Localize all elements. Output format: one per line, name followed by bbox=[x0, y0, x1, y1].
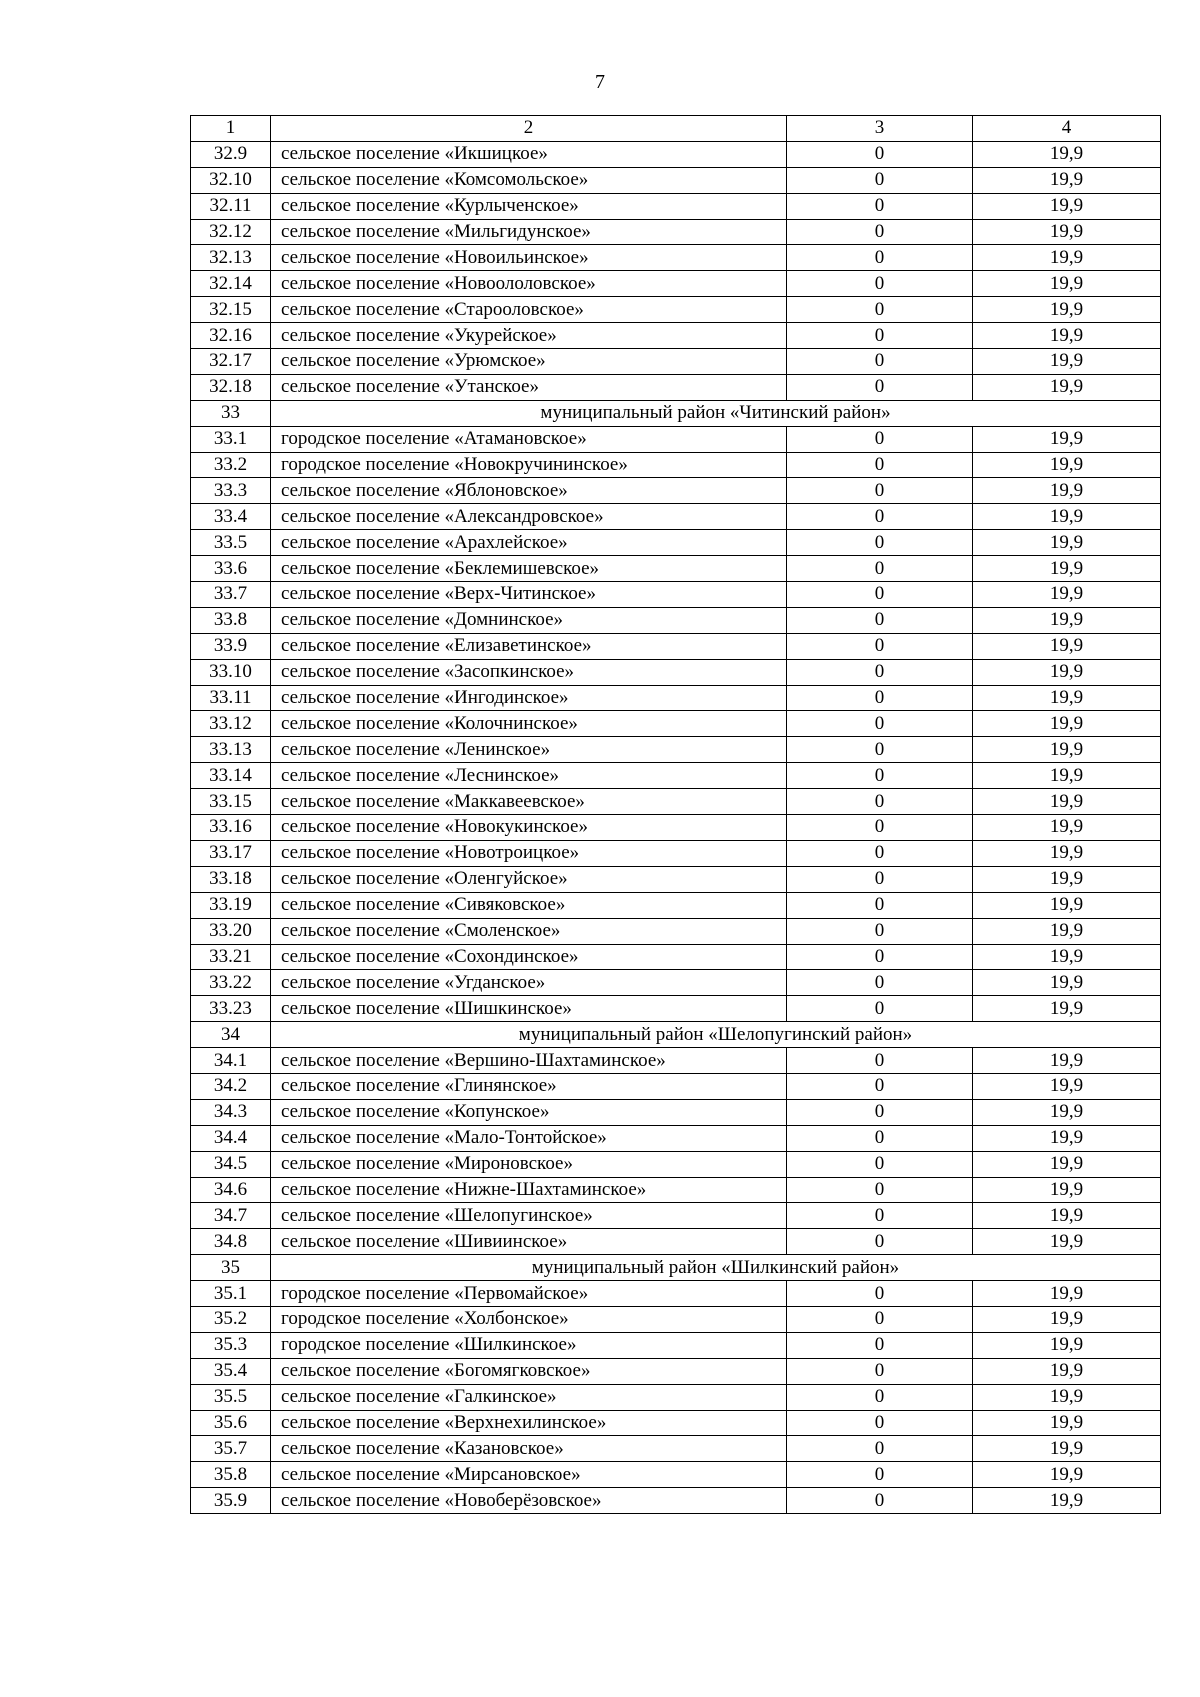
settlement-name-cell: городское поселение «Первомайское» bbox=[271, 1281, 787, 1307]
column3-value-cell: 0 bbox=[787, 271, 973, 297]
column3-value-cell: 0 bbox=[787, 297, 973, 323]
table-row bbox=[191, 1306, 1161, 1332]
settlement-name-cell: сельское поселение «Верх-Читинское» bbox=[271, 582, 787, 608]
column4-value-cell: 19,9 bbox=[973, 452, 1161, 478]
settlements-table bbox=[190, 115, 1161, 1514]
column3-value-cell: 0 bbox=[787, 996, 973, 1022]
row-number-cell: 33.8 bbox=[191, 607, 271, 633]
settlement-name-cell: городское поселение «Атамановское» bbox=[271, 426, 787, 452]
column4-value-cell: 19,9 bbox=[973, 323, 1161, 349]
row-number-cell: 33.23 bbox=[191, 996, 271, 1022]
column4-value-cell: 19,9 bbox=[973, 1358, 1161, 1384]
column3-value-cell: 0 bbox=[787, 1203, 973, 1229]
row-number-cell: 35.7 bbox=[191, 1436, 271, 1462]
column3-value-cell: 0 bbox=[787, 1151, 973, 1177]
settlement-name-cell: сельское поселение «Новоберёзовское» bbox=[271, 1488, 787, 1514]
row-number-cell: 32.17 bbox=[191, 349, 271, 375]
column4-value-cell: 19,9 bbox=[973, 711, 1161, 737]
row-number-cell: 33.4 bbox=[191, 504, 271, 530]
column4-value-cell: 19,9 bbox=[973, 219, 1161, 245]
column4-value-cell: 19,9 bbox=[973, 1177, 1161, 1203]
column4-value-cell: 19,9 bbox=[973, 271, 1161, 297]
table-row bbox=[191, 659, 1161, 685]
column4-value-cell: 19,9 bbox=[973, 141, 1161, 167]
column3-value-cell: 0 bbox=[787, 245, 973, 271]
settlement-name-cell: городское поселение «Новокручининское» bbox=[271, 452, 787, 478]
column3-value-cell: 0 bbox=[787, 167, 973, 193]
row-number-cell: 32.12 bbox=[191, 219, 271, 245]
column3-value-cell: 0 bbox=[787, 970, 973, 996]
row-number-cell: 33.11 bbox=[191, 685, 271, 711]
row-number-cell: 32.18 bbox=[191, 374, 271, 400]
settlement-name-cell: сельское поселение «Мильгидунское» bbox=[271, 219, 787, 245]
row-number-cell: 33.14 bbox=[191, 763, 271, 789]
column4-value-cell: 19,9 bbox=[973, 1073, 1161, 1099]
table-row bbox=[191, 815, 1161, 841]
column3-value-cell: 0 bbox=[787, 452, 973, 478]
column4-value-cell: 19,9 bbox=[973, 1099, 1161, 1125]
table-row bbox=[191, 530, 1161, 556]
settlement-name-cell: сельское поселение «Домнинское» bbox=[271, 607, 787, 633]
column4-value-cell: 19,9 bbox=[973, 582, 1161, 608]
column4-value-cell: 19,9 bbox=[973, 556, 1161, 582]
table-row bbox=[191, 323, 1161, 349]
header-cell-col3: 3 bbox=[787, 116, 973, 142]
column3-value-cell: 0 bbox=[787, 815, 973, 841]
column3-value-cell: 0 bbox=[787, 582, 973, 608]
column3-value-cell: 0 bbox=[787, 1229, 973, 1255]
settlement-name-cell: сельское поселение «Казановское» bbox=[271, 1436, 787, 1462]
row-number-cell: 34.2 bbox=[191, 1073, 271, 1099]
table-row bbox=[191, 970, 1161, 996]
column3-value-cell: 0 bbox=[787, 1099, 973, 1125]
table-row bbox=[191, 271, 1161, 297]
table-row bbox=[191, 840, 1161, 866]
table-row bbox=[191, 1488, 1161, 1514]
page-number: 7 bbox=[595, 71, 605, 93]
row-number-cell: 32.14 bbox=[191, 271, 271, 297]
settlement-name-cell: сельское поселение «Колочнинское» bbox=[271, 711, 787, 737]
settlement-name-cell: сельское поселение «Вершино-Шахтаминское» bbox=[271, 1048, 787, 1074]
row-number-cell: 34.8 bbox=[191, 1229, 271, 1255]
settlement-name-cell: сельское поселение «Елизаветинское» bbox=[271, 633, 787, 659]
settlement-name-cell: сельское поселение «Маккавеевское» bbox=[271, 789, 787, 815]
settlement-name-cell: сельское поселение «Ингодинское» bbox=[271, 685, 787, 711]
column3-value-cell: 0 bbox=[787, 944, 973, 970]
column4-value-cell: 19,9 bbox=[973, 1203, 1161, 1229]
table-row bbox=[191, 1203, 1161, 1229]
settlement-name-cell: сельское поселение «Оленгуйское» bbox=[271, 866, 787, 892]
table-row bbox=[191, 374, 1161, 400]
column3-value-cell: 0 bbox=[787, 323, 973, 349]
district-name-cell: муниципальный район «Читинский район» bbox=[271, 400, 1161, 426]
table-row bbox=[191, 789, 1161, 815]
table-row bbox=[191, 996, 1161, 1022]
row-number-cell: 34.4 bbox=[191, 1125, 271, 1151]
column3-value-cell: 0 bbox=[787, 1073, 973, 1099]
row-number-cell: 34.5 bbox=[191, 1151, 271, 1177]
column4-value-cell: 19,9 bbox=[973, 1125, 1161, 1151]
column3-value-cell: 0 bbox=[787, 1306, 973, 1332]
column4-value-cell: 19,9 bbox=[973, 349, 1161, 375]
row-number-cell: 32.16 bbox=[191, 323, 271, 349]
table-row bbox=[191, 452, 1161, 478]
row-number-cell: 33.18 bbox=[191, 866, 271, 892]
table-row bbox=[191, 711, 1161, 737]
row-number-cell: 33.3 bbox=[191, 478, 271, 504]
column4-value-cell: 19,9 bbox=[973, 892, 1161, 918]
table-row bbox=[191, 1410, 1161, 1436]
column4-value-cell: 19,9 bbox=[973, 840, 1161, 866]
column4-value-cell: 19,9 bbox=[973, 815, 1161, 841]
column3-value-cell: 0 bbox=[787, 711, 973, 737]
table-row bbox=[191, 556, 1161, 582]
settlement-name-cell: сельское поселение «Галкинское» bbox=[271, 1384, 787, 1410]
table-row bbox=[191, 1151, 1161, 1177]
row-number-cell: 35.8 bbox=[191, 1462, 271, 1488]
column4-value-cell: 19,9 bbox=[973, 607, 1161, 633]
row-number-cell: 34.1 bbox=[191, 1048, 271, 1074]
column3-value-cell: 0 bbox=[787, 737, 973, 763]
table-row bbox=[191, 944, 1161, 970]
column4-value-cell: 19,9 bbox=[973, 1462, 1161, 1488]
table-row bbox=[191, 1048, 1161, 1074]
table-row bbox=[191, 1358, 1161, 1384]
column3-value-cell: 0 bbox=[787, 607, 973, 633]
column4-value-cell: 19,9 bbox=[973, 1151, 1161, 1177]
table-row bbox=[191, 737, 1161, 763]
settlement-name-cell: сельское поселение «Укурейское» bbox=[271, 323, 787, 349]
row-number-cell: 32.10 bbox=[191, 167, 271, 193]
settlement-name-cell: сельское поселение «Сохондинское» bbox=[271, 944, 787, 970]
table-row bbox=[191, 633, 1161, 659]
header-cell-col4: 4 bbox=[973, 116, 1161, 142]
table-row bbox=[191, 193, 1161, 219]
column4-value-cell: 19,9 bbox=[973, 1436, 1161, 1462]
column4-value-cell: 19,9 bbox=[973, 167, 1161, 193]
column3-value-cell: 0 bbox=[787, 1177, 973, 1203]
table-row bbox=[191, 1125, 1161, 1151]
row-number-cell: 33.7 bbox=[191, 582, 271, 608]
column3-value-cell: 0 bbox=[787, 141, 973, 167]
district-number-cell: 33 bbox=[191, 400, 271, 426]
column3-value-cell: 0 bbox=[787, 1281, 973, 1307]
settlement-name-cell: сельское поселение «Комсомольское» bbox=[271, 167, 787, 193]
district-row bbox=[191, 1022, 1161, 1048]
row-number-cell: 35.2 bbox=[191, 1306, 271, 1332]
row-number-cell: 32.15 bbox=[191, 297, 271, 323]
column4-value-cell: 19,9 bbox=[973, 297, 1161, 323]
column4-value-cell: 19,9 bbox=[973, 530, 1161, 556]
table-row bbox=[191, 1332, 1161, 1358]
column4-value-cell: 19,9 bbox=[973, 1048, 1161, 1074]
table-row bbox=[191, 763, 1161, 789]
settlement-name-cell: сельское поселение «Мало-Тонтойское» bbox=[271, 1125, 787, 1151]
column3-value-cell: 0 bbox=[787, 1462, 973, 1488]
settlement-name-cell: сельское поселение «Нижне-Шахтаминское» bbox=[271, 1177, 787, 1203]
column4-value-cell: 19,9 bbox=[973, 1332, 1161, 1358]
table-row bbox=[191, 219, 1161, 245]
settlement-name-cell: сельское поселение «Засопкинское» bbox=[271, 659, 787, 685]
column4-value-cell: 19,9 bbox=[973, 1488, 1161, 1514]
header-cell-col1: 1 bbox=[191, 116, 271, 142]
table-row bbox=[191, 1177, 1161, 1203]
settlement-name-cell: сельское поселение «Новокукинское» bbox=[271, 815, 787, 841]
column3-value-cell: 0 bbox=[787, 349, 973, 375]
settlement-name-cell: городское поселение «Холбонское» bbox=[271, 1306, 787, 1332]
table-row bbox=[191, 1281, 1161, 1307]
column4-value-cell: 19,9 bbox=[973, 789, 1161, 815]
district-number-cell: 35 bbox=[191, 1255, 271, 1281]
column3-value-cell: 0 bbox=[787, 892, 973, 918]
settlement-name-cell: сельское поселение «Старооловское» bbox=[271, 297, 787, 323]
row-number-cell: 33.16 bbox=[191, 815, 271, 841]
settlement-name-cell: сельское поселение «Александровское» bbox=[271, 504, 787, 530]
row-number-cell: 33.20 bbox=[191, 918, 271, 944]
column4-value-cell: 19,9 bbox=[973, 478, 1161, 504]
column3-value-cell: 0 bbox=[787, 374, 973, 400]
row-number-cell: 32.9 bbox=[191, 141, 271, 167]
column3-value-cell: 0 bbox=[787, 193, 973, 219]
district-row bbox=[191, 400, 1161, 426]
settlement-name-cell: сельское поселение «Мироновское» bbox=[271, 1151, 787, 1177]
row-number-cell: 33.21 bbox=[191, 944, 271, 970]
column4-value-cell: 19,9 bbox=[973, 426, 1161, 452]
column4-value-cell: 19,9 bbox=[973, 918, 1161, 944]
column3-value-cell: 0 bbox=[787, 478, 973, 504]
column3-value-cell: 0 bbox=[787, 1048, 973, 1074]
column4-value-cell: 19,9 bbox=[973, 659, 1161, 685]
settlement-name-cell: городское поселение «Шилкинское» bbox=[271, 1332, 787, 1358]
settlement-name-cell: сельское поселение «Арахлейское» bbox=[271, 530, 787, 556]
row-number-cell: 35.9 bbox=[191, 1488, 271, 1514]
row-number-cell: 35.1 bbox=[191, 1281, 271, 1307]
column4-value-cell: 19,9 bbox=[973, 193, 1161, 219]
row-number-cell: 32.13 bbox=[191, 245, 271, 271]
settlement-name-cell: сельское поселение «Угданское» bbox=[271, 970, 787, 996]
column4-value-cell: 19,9 bbox=[973, 996, 1161, 1022]
table-row bbox=[191, 1099, 1161, 1125]
row-number-cell: 33.5 bbox=[191, 530, 271, 556]
settlement-name-cell: сельское поселение «Шивиинское» bbox=[271, 1229, 787, 1255]
column3-value-cell: 0 bbox=[787, 1488, 973, 1514]
district-row bbox=[191, 1255, 1161, 1281]
table-row bbox=[191, 607, 1161, 633]
row-number-cell: 33.17 bbox=[191, 840, 271, 866]
row-number-cell: 34.7 bbox=[191, 1203, 271, 1229]
settlement-name-cell: сельское поселение «Новоильинское» bbox=[271, 245, 787, 271]
column3-value-cell: 0 bbox=[787, 685, 973, 711]
column4-value-cell: 19,9 bbox=[973, 374, 1161, 400]
column3-value-cell: 0 bbox=[787, 866, 973, 892]
table-header-row bbox=[191, 116, 1161, 142]
column3-value-cell: 0 bbox=[787, 763, 973, 789]
row-number-cell: 33.1 bbox=[191, 426, 271, 452]
column4-value-cell: 19,9 bbox=[973, 1229, 1161, 1255]
row-number-cell: 33.6 bbox=[191, 556, 271, 582]
row-number-cell: 33.13 bbox=[191, 737, 271, 763]
row-number-cell: 33.19 bbox=[191, 892, 271, 918]
column4-value-cell: 19,9 bbox=[973, 1306, 1161, 1332]
table-row bbox=[191, 504, 1161, 530]
column4-value-cell: 19,9 bbox=[973, 970, 1161, 996]
table-row bbox=[191, 349, 1161, 375]
table-row bbox=[191, 582, 1161, 608]
table-row bbox=[191, 245, 1161, 271]
settlement-name-cell: сельское поселение «Богомягковское» bbox=[271, 1358, 787, 1384]
row-number-cell: 33.22 bbox=[191, 970, 271, 996]
table-row bbox=[191, 866, 1161, 892]
column3-value-cell: 0 bbox=[787, 633, 973, 659]
column3-value-cell: 0 bbox=[787, 219, 973, 245]
settlement-name-cell: сельское поселение «Новотроицкое» bbox=[271, 840, 787, 866]
settlement-name-cell: сельское поселение «Сивяковское» bbox=[271, 892, 787, 918]
row-number-cell: 35.4 bbox=[191, 1358, 271, 1384]
column4-value-cell: 19,9 bbox=[973, 245, 1161, 271]
settlement-name-cell: сельское поселение «Смоленское» bbox=[271, 918, 787, 944]
column3-value-cell: 0 bbox=[787, 918, 973, 944]
table-row bbox=[191, 478, 1161, 504]
settlement-name-cell: сельское поселение «Урюмское» bbox=[271, 349, 787, 375]
settlement-name-cell: сельское поселение «Ленинское» bbox=[271, 737, 787, 763]
table-row bbox=[191, 1462, 1161, 1488]
column3-value-cell: 0 bbox=[787, 1125, 973, 1151]
table-row bbox=[191, 426, 1161, 452]
row-number-cell: 35.5 bbox=[191, 1384, 271, 1410]
settlement-name-cell: сельское поселение «Мирсановское» bbox=[271, 1462, 787, 1488]
settlement-name-cell: сельское поселение «Глинянское» bbox=[271, 1073, 787, 1099]
column3-value-cell: 0 bbox=[787, 1384, 973, 1410]
row-number-cell: 34.6 bbox=[191, 1177, 271, 1203]
header-cell-col2: 2 bbox=[271, 116, 787, 142]
column3-value-cell: 0 bbox=[787, 426, 973, 452]
settlement-name-cell: сельское поселение «Шелопугинское» bbox=[271, 1203, 787, 1229]
table-row bbox=[191, 141, 1161, 167]
table-body bbox=[191, 116, 1161, 1514]
settlement-name-cell: сельское поселение «Леснинское» bbox=[271, 763, 787, 789]
settlement-name-cell: сельское поселение «Шишкинское» bbox=[271, 996, 787, 1022]
column4-value-cell: 19,9 bbox=[973, 763, 1161, 789]
row-number-cell: 33.12 bbox=[191, 711, 271, 737]
table-row bbox=[191, 918, 1161, 944]
column4-value-cell: 19,9 bbox=[973, 685, 1161, 711]
column3-value-cell: 0 bbox=[787, 556, 973, 582]
table-row bbox=[191, 685, 1161, 711]
column3-value-cell: 0 bbox=[787, 789, 973, 815]
district-number-cell: 34 bbox=[191, 1022, 271, 1048]
settlement-name-cell: сельское поселение «Икшицкое» bbox=[271, 141, 787, 167]
column4-value-cell: 19,9 bbox=[973, 1281, 1161, 1307]
column3-value-cell: 0 bbox=[787, 504, 973, 530]
column3-value-cell: 0 bbox=[787, 1358, 973, 1384]
row-number-cell: 33.15 bbox=[191, 789, 271, 815]
column3-value-cell: 0 bbox=[787, 530, 973, 556]
district-name-cell: муниципальный район «Шилкинский район» bbox=[271, 1255, 1161, 1281]
row-number-cell: 35.3 bbox=[191, 1332, 271, 1358]
settlement-name-cell: сельское поселение «Яблоновское» bbox=[271, 478, 787, 504]
column3-value-cell: 0 bbox=[787, 1436, 973, 1462]
row-number-cell: 33.9 bbox=[191, 633, 271, 659]
column4-value-cell: 19,9 bbox=[973, 1410, 1161, 1436]
district-name-cell: муниципальный район «Шелопугинский район» bbox=[271, 1022, 1161, 1048]
table-row bbox=[191, 167, 1161, 193]
table-row bbox=[191, 1229, 1161, 1255]
row-number-cell: 35.6 bbox=[191, 1410, 271, 1436]
settlement-name-cell: сельское поселение «Копунское» bbox=[271, 1099, 787, 1125]
column3-value-cell: 0 bbox=[787, 659, 973, 685]
column4-value-cell: 19,9 bbox=[973, 944, 1161, 970]
row-number-cell: 33.10 bbox=[191, 659, 271, 685]
settlement-name-cell: сельское поселение «Беклемишевское» bbox=[271, 556, 787, 582]
column3-value-cell: 0 bbox=[787, 840, 973, 866]
column4-value-cell: 19,9 bbox=[973, 866, 1161, 892]
column4-value-cell: 19,9 bbox=[973, 633, 1161, 659]
table-row bbox=[191, 297, 1161, 323]
row-number-cell: 34.3 bbox=[191, 1099, 271, 1125]
table-row bbox=[191, 1073, 1161, 1099]
row-number-cell: 33.2 bbox=[191, 452, 271, 478]
column4-value-cell: 19,9 bbox=[973, 504, 1161, 530]
column3-value-cell: 0 bbox=[787, 1410, 973, 1436]
column3-value-cell: 0 bbox=[787, 1332, 973, 1358]
settlement-name-cell: сельское поселение «Верхнехилинское» bbox=[271, 1410, 787, 1436]
table-row bbox=[191, 892, 1161, 918]
column4-value-cell: 19,9 bbox=[973, 737, 1161, 763]
settlement-name-cell: сельское поселение «Новоололовское» bbox=[271, 271, 787, 297]
column4-value-cell: 19,9 bbox=[973, 1384, 1161, 1410]
settlement-name-cell: сельское поселение «Курлыченское» bbox=[271, 193, 787, 219]
table-row bbox=[191, 1384, 1161, 1410]
table-row bbox=[191, 1436, 1161, 1462]
settlement-name-cell: сельское поселение «Утанское» bbox=[271, 374, 787, 400]
row-number-cell: 32.11 bbox=[191, 193, 271, 219]
